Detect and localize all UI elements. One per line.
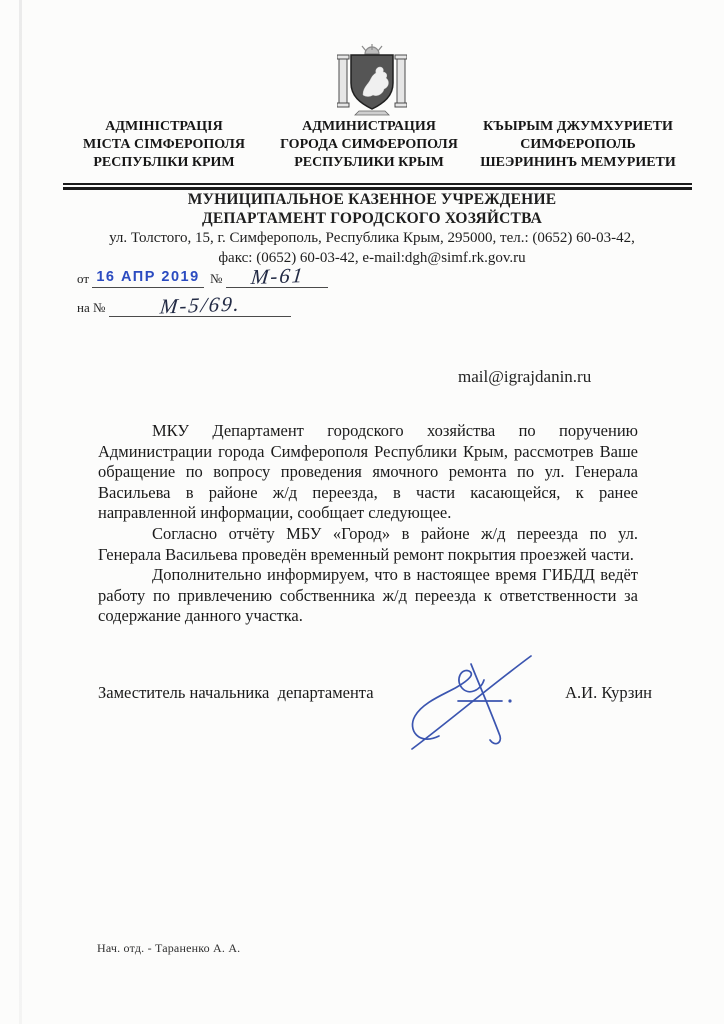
letterhead-line: ГОРОДА СИМФЕРОПОЛЯ [280,137,458,152]
from-label: от [77,271,90,286]
outgoing-number-handwritten: М-61 [249,263,306,289]
signer-name: А.И. Курзин [565,683,652,702]
letter-body [98,421,638,627]
date-field [92,271,204,288]
signature-row [98,683,652,703]
organization-address-line2: факс: (0652) 60-03-42, e-mail:dgh@simf.rk.gov.ru [218,250,526,266]
letterhead-line: РЕСПУБЛІКИ КРИМ [93,155,235,170]
letterhead-line: ШЕЭРИНИНЪ МЕМУРИЕТИ [480,155,676,170]
organization-name-line1: МУНИЦИПАЛЬНОЕ КАЗЕННОЕ УЧРЕЖДЕНИЕ [187,191,557,208]
number-label: № [210,271,223,286]
letterhead-line: АДМІНІСТРАЦІЯ [105,119,223,134]
organization-block [42,191,702,268]
letterhead-russian [271,118,467,172]
letterhead-line: АДМИНИСТРАЦИЯ [302,119,436,134]
body-paragraph: МКУ Департамент городского хозяйства по поручению Администрации города Симферополя Республики Крым, рассмотрев Ваше обращение по вопросу проведения ямочного ремонта по ул. Генерала Васильева в районе ж/д переезда, в части касающейся, к ранее направленной информации, сообщает следующее. [98,421,638,523]
letterhead-columns [60,118,686,172]
letterhead-ukrainian [60,118,268,172]
letterhead-line: СИМФЕРОПОЛЬ [520,137,636,152]
signer-position: Заместитель начальника департамента [98,683,374,702]
incoming-number-handwritten: М-5/69. [158,291,243,319]
reply-to-label: на № [77,300,106,315]
outgoing-reference-row [77,262,328,288]
executor-note: Нач. отд. - Тараненко А. А. [97,941,241,955]
letterhead-crimean-tatar [470,118,686,172]
outgoing-number-field [226,262,328,288]
recipient-email: mail@igrajdanin.ru [458,367,592,386]
body-paragraph: Согласно отчёту МБУ «Город» в районе ж/д переезда по ул. Генерала Васильева проведён временный ремонт покрытия проезжей части. [98,523,638,564]
incoming-reference-row [77,291,328,317]
handwritten-signature [405,650,540,755]
letterhead-line: РЕСПУБЛИКИ КРЫМ [294,155,444,170]
incoming-number-field [109,291,291,317]
letterhead-line: МІСТА СІМФЕРОПОЛЯ [83,137,245,152]
reference-block [77,262,328,317]
scan-edge-artifact [19,0,22,1024]
organization-name-line2: ДЕПАРТАМЕНТ ГОРОДСКОГО ХОЗЯЙСТВА [201,209,543,227]
header-divider [63,183,692,190]
letterhead-line: КЪЫРЫМ ДЖУМХУРИЕТИ [483,119,673,134]
date-stamp: 16 АПР 2019 [96,269,200,285]
organization-address-line1: ул. Толстого, 15, г. Симферополь, Республика Крым, 295000, тел.: (0652) 60-03-42, [109,230,635,246]
crimea-coat-of-arms-icon [337,43,407,119]
body-paragraph: Дополнительно информируем, что в настоящее время ГИБДД ведёт работу по привлечению собственника ж/д переезда к ответственности за содержание данного участка. [98,565,638,626]
